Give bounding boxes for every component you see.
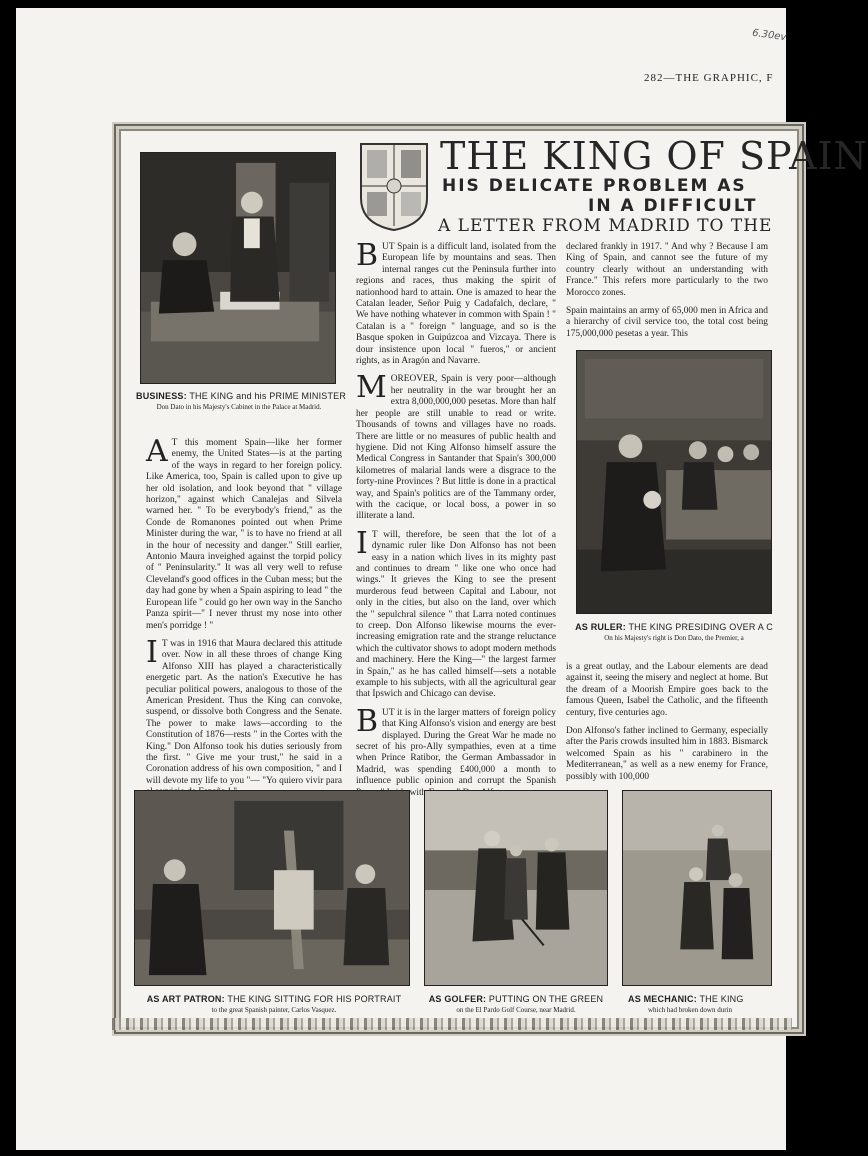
paragraph: Spain maintains an army of 65,000 men in Africa and a hierarchy of civil service too, the total cost being 175,000,000 pesetas a year. This	[566, 306, 768, 339]
article-column-2	[356, 238, 556, 806]
caption-art-patron: AS ART PATRON: THE KING SITTING FOR HIS PORTRAIT to the great Spanish painter, Carlos Vasquez.	[146, 994, 402, 1014]
headline-sub1: HIS DELICATE PROBLEM AS	[442, 176, 747, 196]
headline-main: THE KING OF SPAIN	[440, 134, 868, 178]
headline-sub3: A LETTER FROM MADRID TO THE	[438, 216, 773, 236]
photo-king-presiding-council	[576, 350, 772, 614]
headline	[440, 136, 868, 236]
paragraph: declared frankly in 1917. " And why ? Because I am King of Spain, and cannot see the future of my country clearly without an understanding with France." This refers more particularly to the two Morocco zones.	[566, 242, 768, 298]
caption-business: BUSINESS: THE KING and his PRIME MINISTER Don Dato in his Majesty's Cabinet in the Palace at Madrid.	[136, 391, 347, 411]
paragraph: MOREOVER, Spain is very poor—although her neutrality in the war brought her an extra 8,000,000,000 pesetas. More than half her people are still unable to read or write. Thousands of towns and villages have no roads. There are little or no measures of public health and hygiene. Did not King Alfonso himself assure the Medical Congress in Santander that Spain's 300,000 kilometres of malarial lands were a disgrace to the forty-nine Provinces ? But little is done in a practical way, and Spain's politics are of the Tammany order, with the cacique, or local boss, a power in so illiterate a land.	[356, 370, 556, 522]
paragraph: I T was in 1916 that Maura declared this attitude over. Now in all these throes of change King Alfonso XIII has played a characteristically energetic part. As the nation's Executive he has peculiar political powers, analogous to those of the American President. Thus the King can convoke, suspend, or dissolve both Congress and the Senate. The power to make laws—according to the Constitution of 1876—rests " in the Cortes with the King." Don Alfonso took his duties seriously from the first. " Give me your trust," he said in a Coronation address of his own composition, " and I will devote my life to you "— "Yo quiero vivir para	[146, 634, 342, 786]
article-column-1	[146, 434, 342, 806]
photo-king-and-prime-minister	[140, 152, 336, 384]
paragraph: A T this moment Spain—like her former enemy, the United States—is at the parting of the ways in regard to her foreign policy. Like America, too, Spain is called upon to give up her old isolation, and look beyond that " village horizon," against which Canalejas and Silvela warned her. " To be everybody's friend," as the Conde de Romanones pointed out when Prime Minister during the war, " is to have no friend at all in the hour of necessity and danger." Still earlier, Antonio Maura inveighed against the torpid policy of " Peninsularity." It was all very well to refuse Cleveland's good offices in the Cuban mess; but the day had gone by when a Spain aspiring to lead " the European life " could go her own way in the Sancho Panza spirit—" I never thrust my nose into other men's porridge ! "	[146, 434, 342, 631]
photo-king-as-mechanic	[622, 790, 772, 986]
article-column-3-bottom	[566, 662, 768, 790]
paragraph: is a great outlay, and the Labour elements are dead against it, seeing the misery and neglect at home. But the dream of a Moorish Empire goes back to the famous Queen, Isabel the Catholic, and the fifteenth century, five centuries ago.	[566, 662, 768, 718]
headline-sub2: IN A DIFFICULT	[588, 196, 758, 216]
page-folio: 282—THE GRAPHIC, F	[644, 72, 774, 84]
paragraph: BUT Spain is a difficult land, isolated from the European life by mountains and seas. Then internal ranges cut the Peninsula further into regions and races, thus making the spirit of nationhood hard to attain. One is amazed to hear the Catalan leader, Señor Puig y Cadafalch, declare, " We have nothing whatever in common with Spain ! " Catalan is a " foreign " language, and so is the Basque spoken in Guipúzcoa and Vizcaya. There is dour insistence upon local " fueros," or ancient rights, as in Aragón and Navarre.	[356, 238, 556, 367]
photo-king-sitting-for-portrait	[134, 790, 410, 986]
caption-ruler: AS RULER: THE KING PRESIDING OVER A C On his Majesty's right is Don Dato, the Premier, a	[575, 622, 773, 642]
paragraph: I T will, therefore, be seen that the lot of a dynamic ruler like Don Alfonso has not been easy in a nation which lives in its mighty past and continues to dream " like one who once had wings." It grieves the King to see the present murderous feud between Capital and Labour, not only in the cities, but also on the land, over which the " sepulchral silence " that Larra noted continues to creep. Don Alfonso likewise mourns the ever-increasing emigration rate and the strange reluctance which the cultivator shows to adopt modern methods and machinery. Here the King—" the largest farmer in Spain," as he has called himself—sets a notable example to his subjects, with all the agricultural gear that Ipswich and Chicago can devise.	[356, 525, 556, 700]
royal-coat-of-arms-icon	[357, 140, 431, 232]
photo-king-golfing	[424, 790, 608, 986]
caption-mechanic: AS MECHANIC: THE KING which had broken down durin	[628, 994, 744, 1014]
paragraph: Don Alfonso's father inclined to Germany, especially after the Paris crowds insulted him in 1883. Bismarck welcomed Spain as his " carabinero in the Mediterranean," as well as a new enemy for France, possibly with 100,000	[566, 726, 768, 782]
ornamental-border-bottom	[112, 1018, 792, 1030]
pencil-note: 6.30ev	[751, 27, 787, 44]
paragraph: BUT it is in the larger matters of foreign policy that King Alfonso's vision and energy are best displayed. During the Great War he made no secret of his pro-Ally sympathies, even at a time when Prince Ratibor, the German Ambassador in Madrid, was spending £400,000 a month to influence public opinion and corrupt the Spanish with	[356, 703, 556, 798]
article-column-3-top	[566, 242, 768, 347]
caption-golfer: AS GOLFER: PUTTING ON THE GREEN on the El Pardo Golf Course, near Madrid.	[428, 994, 604, 1014]
